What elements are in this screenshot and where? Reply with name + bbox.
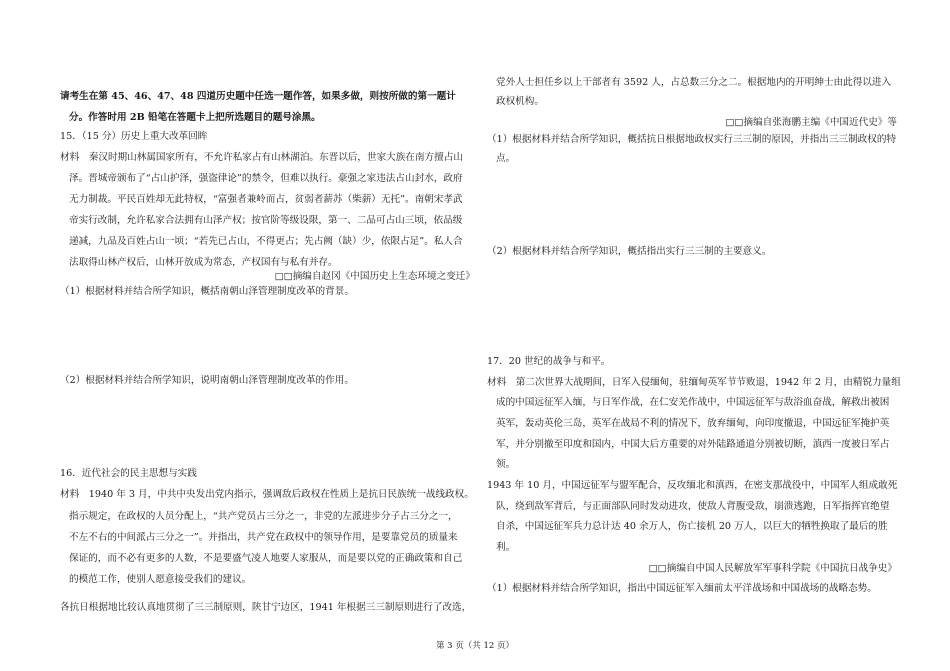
q17-material2-line: 1943 年 10 月，中国远征军与盟军配合，反攻缅北和滇西，在密支那战役中，中国军人组成敢死 — [487, 480, 898, 491]
q15-material-line: 无力制裁。平民百姓却无此特权，“富强者兼岭而占，贫弱者薪苏（柴薪）无托”。南朝宋孝武 — [69, 194, 463, 205]
q17-material-line: 材料 第二次世界大战期间，日军入侵缅甸，驻缅甸英军节节败退，1942 年 2 月，由精锐力量组 — [487, 377, 901, 388]
q16-question-1-cont: 点。 — [496, 153, 516, 164]
q16-material-line: 材料 1940 年 3 月，中共中央发出党内指示，强调敌后政权在性质上是抗日民族统一战线政权。 — [60, 489, 474, 500]
q15-material-line: 材料 秦汉时期山林属国家所有，不允许私家占有山林湖泊。东晋以后，世家大族在南方擅占山 — [60, 152, 463, 163]
q15-material-line: 帝实行改制，允许私家合法拥有山泽产权；按官阶等级设限，第一、二品可占山三顷，依品级 — [69, 215, 463, 226]
q16-source: □□摘编自张海鹏主编《中国近代史》等 — [725, 117, 897, 128]
q17-material2-line: 自杀，中国远征军兵力总计达 40 余万人，伤亡接机 20 万人，以巨大的牺牲换取了最后的胜 — [496, 521, 888, 532]
q17-title: 17．20 世纪的战争与和平。 — [487, 356, 611, 367]
notice-line-1: 请考生在第 45、46、47、48 四道历史题中任选一题作答，如果多做，则按所做的第一题计 — [60, 91, 456, 102]
q16-material-cont: 党外人士担任乡以上干部者有 3592 人，占总数三分之二。根据地内的开明绅士由此得以进入 — [496, 77, 892, 88]
q17-material2-line: 队，绕到敌军背后，与正面部队同时发动进攻，使敌人背腹受敌，崩溃逃跑，日军指挥官绝望 — [496, 501, 890, 512]
q16-material-line: 不左不右的中间派占三分之一”。并指出，共产党在政权中的领导作用，是要靠党员的质量来 — [69, 532, 458, 543]
q17-source: □□摘编自中国人民解放军军事科学院《中国抗日战争史》 — [648, 563, 897, 574]
q15-source: □□摘编自赵冈《中国历史上生态环境之变迁》 — [274, 271, 475, 282]
q16-material-line: 指示规定，在政权的人员分配上，“共产党员占三分之一，非党的左派进步分子占三分之一， — [69, 511, 458, 522]
q15-material-line: 递减，九品及百姓占山一顷；“若先已占山，不得更占；先占阙（缺）少，依限占足”。私人合 — [69, 236, 463, 247]
q15-question-2: （2）根据材料并结合所学知识，说明南朝山泽管理制度改革的作用。 — [60, 375, 354, 386]
q16-question-1: （1）根据材料并结合所学知识，概括抗日根据地政权实行三三制的原因，并指出三三制政权的特 — [487, 134, 897, 145]
q16-material-line: 保证的，而不必有更多的人数，不是要盛气凌人地要人家服从，而是要以党的正确政策和自己 — [69, 553, 463, 564]
q15-material-line: 泽。晋城帝颁布了“占山护泽，强盗律论”的禁令，但难以执行。豪强之家违法占山封水，政府 — [69, 173, 463, 184]
q17-material-line: 军，并分别撤至印度和国内，中国大后方重要的对外陆路通道分别被切断，滇西一度被日军占 — [496, 439, 890, 450]
q17-material-line: 成的中国远征军入缅，与日军作战，在仁安羌作战中，中国远征军与敌浴血奋战，解救出被困 — [496, 397, 890, 408]
q16-material-line: 的模范工作，使别人愿意接受我们的建议。 — [69, 574, 252, 585]
notice-line-2: 分。作答时用 2B 铅笔在答题卡上把所选题目的题号涂黑。 — [69, 112, 321, 123]
q17-material-line: 领。 — [496, 459, 516, 470]
q17-question-1: （1）根据材料并结合所学知识，指出中国远征军入缅前太平洋战场和中国战场的战略态势。 — [487, 583, 877, 594]
q15-material-line: 法取得山林产权后，山林开放成为常态，产权国有与私有并存。 — [69, 257, 338, 268]
q16-material-line: 各抗日根据地比较认真地贯彻了三三制原则，陕甘宁边区，1941 年根据三三制原则进行了改选， — [60, 602, 472, 613]
q15-question-1: （1）根据材料并结合所学知识，概括南朝山泽管理制度改革的背景。 — [60, 286, 354, 297]
q17-material-line: 英军，轰动英伦三岛，英军在战局不利的情况下，放弃缅甸，向印度撤退，中国远征军掩护英 — [496, 418, 890, 429]
q17-material2-line: 利。 — [496, 542, 516, 553]
q16-material-cont: 政权机构。 — [496, 96, 544, 107]
q15-title: 15．（15 分）历史上重大改革回眸 — [60, 131, 208, 142]
q16-question-2: （2）根据材料并结合所学知识，概括指出实行三三制的主要意义。 — [487, 246, 772, 257]
q16-title: 16．近代社会的民主思想与实践 — [60, 468, 197, 479]
page-footer: 第 3 页（共 12 页） — [435, 641, 515, 651]
